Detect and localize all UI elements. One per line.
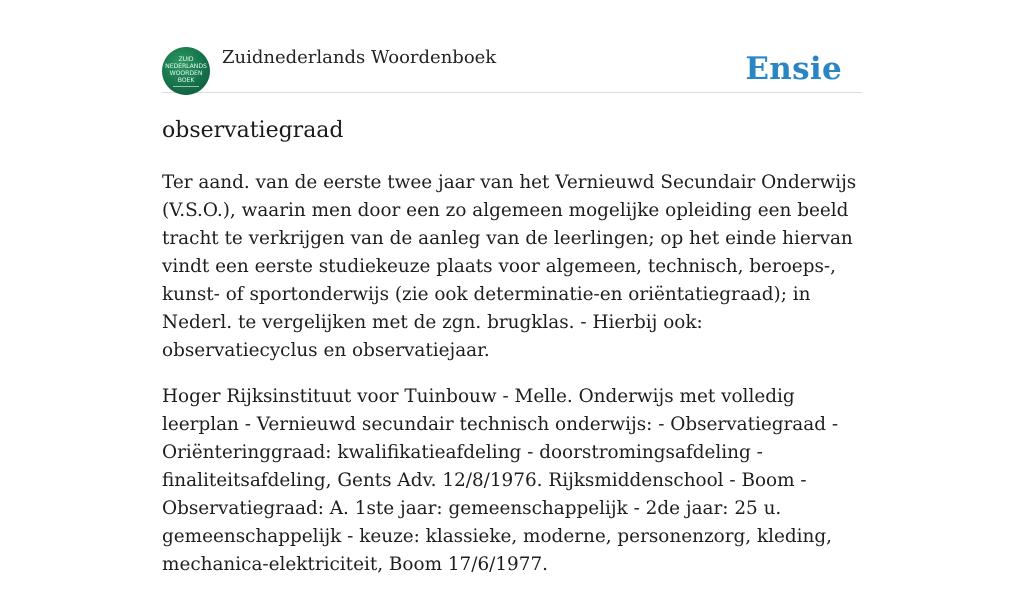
entry-paragraph: Hoger Rijksinstituut voor Tuinbouw - Melle. Onderwijs met volledig leerplan - Vernieuwd secundair technisch onderwijs: - Observatiegraad - Oriënteringgraad: kwalifikatieafdeling - doorstromingsafdeling - finaliteitsafdeling, Gents Adv. 12/8/1976. Rijksmiddenschool - Boom - Observatiegraad: A. 1ste jaar: gemeenschappelijk - 2de jaar: 25 u. gemeenschappelijk - keuze: klassieke, moderne, personenzorg, kleding, mechanica-elektriciteit, Boom 17/6/1977. xyxy=(162,386,839,575)
logo-text-line: NEDERLANDS xyxy=(165,62,207,70)
ensie-brand-link[interactable]: Ensie xyxy=(745,51,842,87)
entry-title: observatiegraad xyxy=(162,118,344,143)
dictionary-name-link[interactable]: Zuidnederlands Woordenboek xyxy=(222,47,497,68)
entry-content xyxy=(162,169,862,597)
logo-rule xyxy=(173,86,199,87)
logo-text-line: ZUID xyxy=(178,55,194,63)
logo-text-line: BOEK xyxy=(177,76,195,84)
site-logo[interactable] xyxy=(162,47,210,95)
entry-paragraph: Ter aand. van de eerste twee jaar van het Vernieuwd Secundair Onderwijs (V.S.O.), waarin men door een zo algemeen mogelijke opleiding een beeld tracht te verkrijgen van de aanleg van de leerlingen; op het einde hiervan vindt een eerste studiekeuze plaats voor algemeen, technisch, beroeps-, kunst- of sportonderwijs (zie ook determinatie-en oriëntatiegraad); in Nederl. te vergelijken met de zgn. brugklas. - Hierbij ook: observatiecyclus en observatiejaar. xyxy=(162,172,857,361)
logo-text-line: WOORDEN xyxy=(169,69,203,77)
site-header xyxy=(162,46,862,93)
